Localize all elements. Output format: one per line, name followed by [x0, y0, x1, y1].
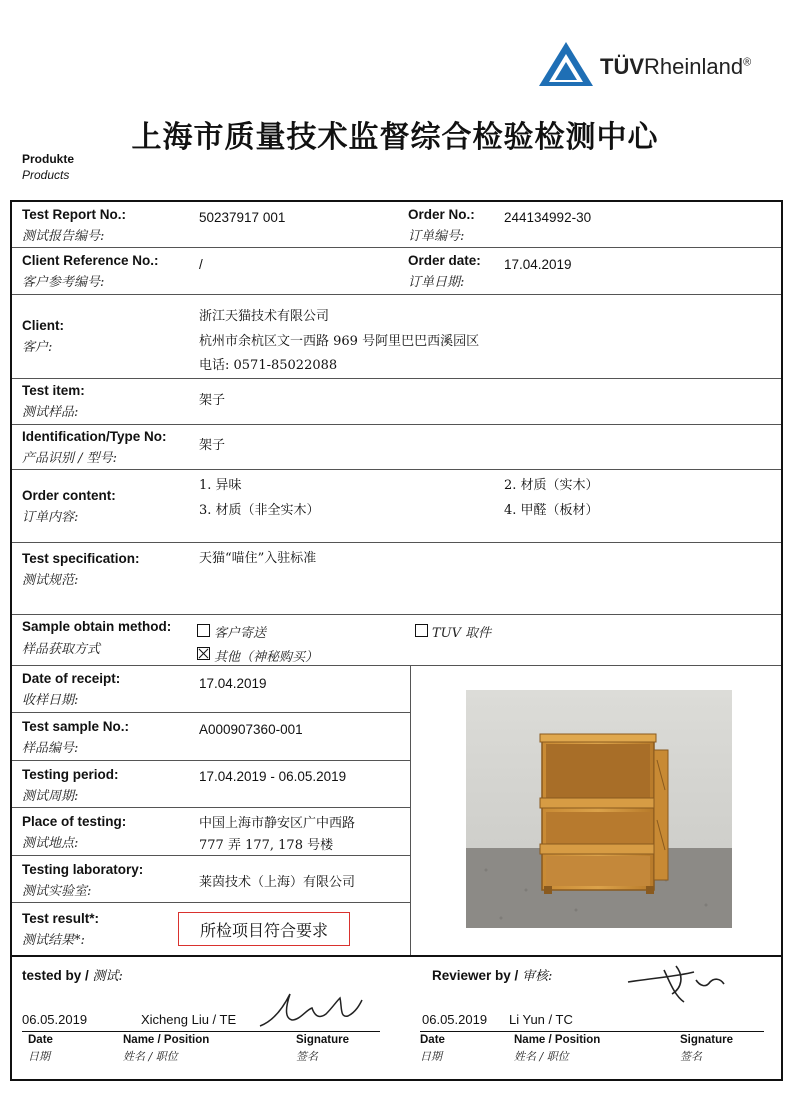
identification-value: 架子 [199, 438, 226, 453]
reviewer-name: Li Yun / TC [509, 1012, 573, 1027]
testing-period-sub: 测试周期: [22, 789, 79, 804]
client-reference-value: / [199, 257, 203, 272]
place-of-testing-line-1: 中国上海市静安区广中西路 [199, 816, 356, 831]
tested-by-label: tested by / 测试: [22, 968, 123, 984]
order-content-item-2: 2. 材质（实木） [504, 478, 599, 493]
date-of-receipt-label: Date of receipt: [22, 671, 121, 686]
sample-method-label: Sample obtain method: [22, 619, 172, 634]
order-content-item-1: 1. 异味 [199, 478, 242, 493]
order-content-label: Order content: [22, 488, 116, 503]
checkbox-tuv-pickup[interactable] [415, 624, 428, 637]
test-result-value: 所检项目符合要求 [178, 912, 350, 946]
checkbox-client-send[interactable] [197, 624, 210, 637]
place-of-testing-line-2: 777 弄 177, 178 号楼 [199, 838, 334, 853]
client-phone: 电话: 0571-85022088 [199, 358, 338, 373]
tuv-logo-icon [537, 40, 595, 88]
test-report-no-sub: 测试报告编号: [22, 229, 105, 244]
option-tuv-pickup: TUV 取件 [432, 626, 492, 641]
client-label: Client: [22, 318, 64, 333]
order-date-label: Order date: [408, 253, 481, 268]
reviewer-sig-col-sub: 签名 [680, 1050, 702, 1063]
tester-date: 06.05.2019 [22, 1012, 88, 1027]
order-date-value: 17.04.2019 [504, 257, 572, 272]
order-content-sub: 订单内容: [22, 510, 79, 525]
tester-signature-icon [256, 990, 366, 1032]
test-result-label: Test result*: [22, 911, 100, 926]
client-address: 杭州市余杭区文一西路 969 号阿里巴巴西溪园区 [199, 334, 480, 349]
test-sample-no-sub: 样品编号: [22, 741, 79, 756]
test-report-no-label: Test Report No.: [22, 207, 126, 222]
checkbox-other[interactable] [197, 647, 210, 660]
testing-period-value: 17.04.2019 - 06.05.2019 [199, 769, 347, 784]
order-no-value: 244134992-30 [504, 210, 592, 225]
reviewer-name-col-sub: 姓名 / 职位 [514, 1050, 569, 1063]
reviewer-date: 06.05.2019 [422, 1012, 488, 1027]
tester-sig-col-sub: 签名 [296, 1050, 318, 1063]
products-label: Produkte [22, 152, 75, 166]
place-of-testing-label: Place of testing: [22, 814, 127, 829]
brand-logo-text: TÜVRheinland® [600, 54, 752, 79]
test-sample-no-value: A000907360-001 [199, 722, 303, 737]
date-of-receipt-sub: 收样日期: [22, 693, 79, 708]
tester-sig-col: Signature [296, 1034, 350, 1046]
test-spec-value: 天猫“喵住”入驻标准 [199, 551, 317, 566]
reviewer-sig-col: Signature [680, 1034, 734, 1046]
reviewer-date-col-sub: 日期 [420, 1050, 442, 1063]
testing-period-label: Testing period: [22, 767, 119, 782]
testing-lab-sub: 测试实验室: [22, 884, 92, 899]
client-reference-label: Client Reference No.: [22, 253, 159, 268]
reviewer-signature-icon [624, 960, 734, 1006]
reviewer-date-col: Date [420, 1034, 445, 1046]
reviewer-by-label: Reviewer by / 审核: [432, 968, 553, 984]
testing-lab-value: 莱茵技术（上海）有限公司 [199, 875, 356, 890]
place-of-testing-sub: 测试地点: [22, 836, 79, 851]
tester-name: Xicheng Liu / TE [141, 1012, 237, 1027]
test-item-value: 架子 [199, 393, 226, 408]
page-title: 上海市质量技术监督综合检验检测中心 [131, 120, 659, 155]
client-sub: 客户: [22, 340, 53, 355]
option-other: 其他（神秘购买） [214, 650, 319, 665]
client-name: 浙江天猫技术有限公司 [199, 309, 330, 324]
identification-sub: 产品识别 / 型号: [22, 451, 118, 466]
reviewer-name-col: Name / Position [514, 1034, 601, 1046]
testing-lab-label: Testing laboratory: [22, 862, 144, 877]
products-sub: Products [22, 168, 70, 182]
order-content-item-3: 3. 材质（非全实木） [199, 503, 320, 518]
test-spec-sub: 测试规范: [22, 573, 79, 588]
date-of-receipt-value: 17.04.2019 [199, 676, 267, 691]
tester-date-col-sub: 日期 [28, 1050, 50, 1063]
test-result-sub: 测试结果*: [22, 933, 85, 948]
sample-method-sub: 样品获取方式 [22, 642, 101, 657]
test-spec-label: Test specification: [22, 551, 140, 566]
tester-name-col-sub: 姓名 / 职位 [123, 1050, 178, 1063]
tester-name-col: Name / Position [123, 1034, 210, 1046]
test-item-sub: 测试样品: [22, 405, 79, 420]
sample-photo [466, 690, 732, 928]
test-report-no-value: 50237917 001 [199, 210, 286, 225]
order-no-sub: 订单编号: [408, 229, 465, 244]
order-no-label: Order No.: [408, 207, 475, 222]
option-client-send: 客户寄送 [214, 626, 267, 641]
test-sample-no-label: Test sample No.: [22, 719, 130, 734]
order-date-sub: 订单日期: [408, 275, 465, 290]
identification-label: Identification/Type No: [22, 429, 167, 444]
order-content-item-4: 4. 甲醛（板材） [504, 503, 599, 518]
client-reference-sub: 客户参考编号: [22, 275, 105, 290]
tester-date-col: Date [28, 1034, 53, 1046]
test-item-label: Test item: [22, 383, 85, 398]
